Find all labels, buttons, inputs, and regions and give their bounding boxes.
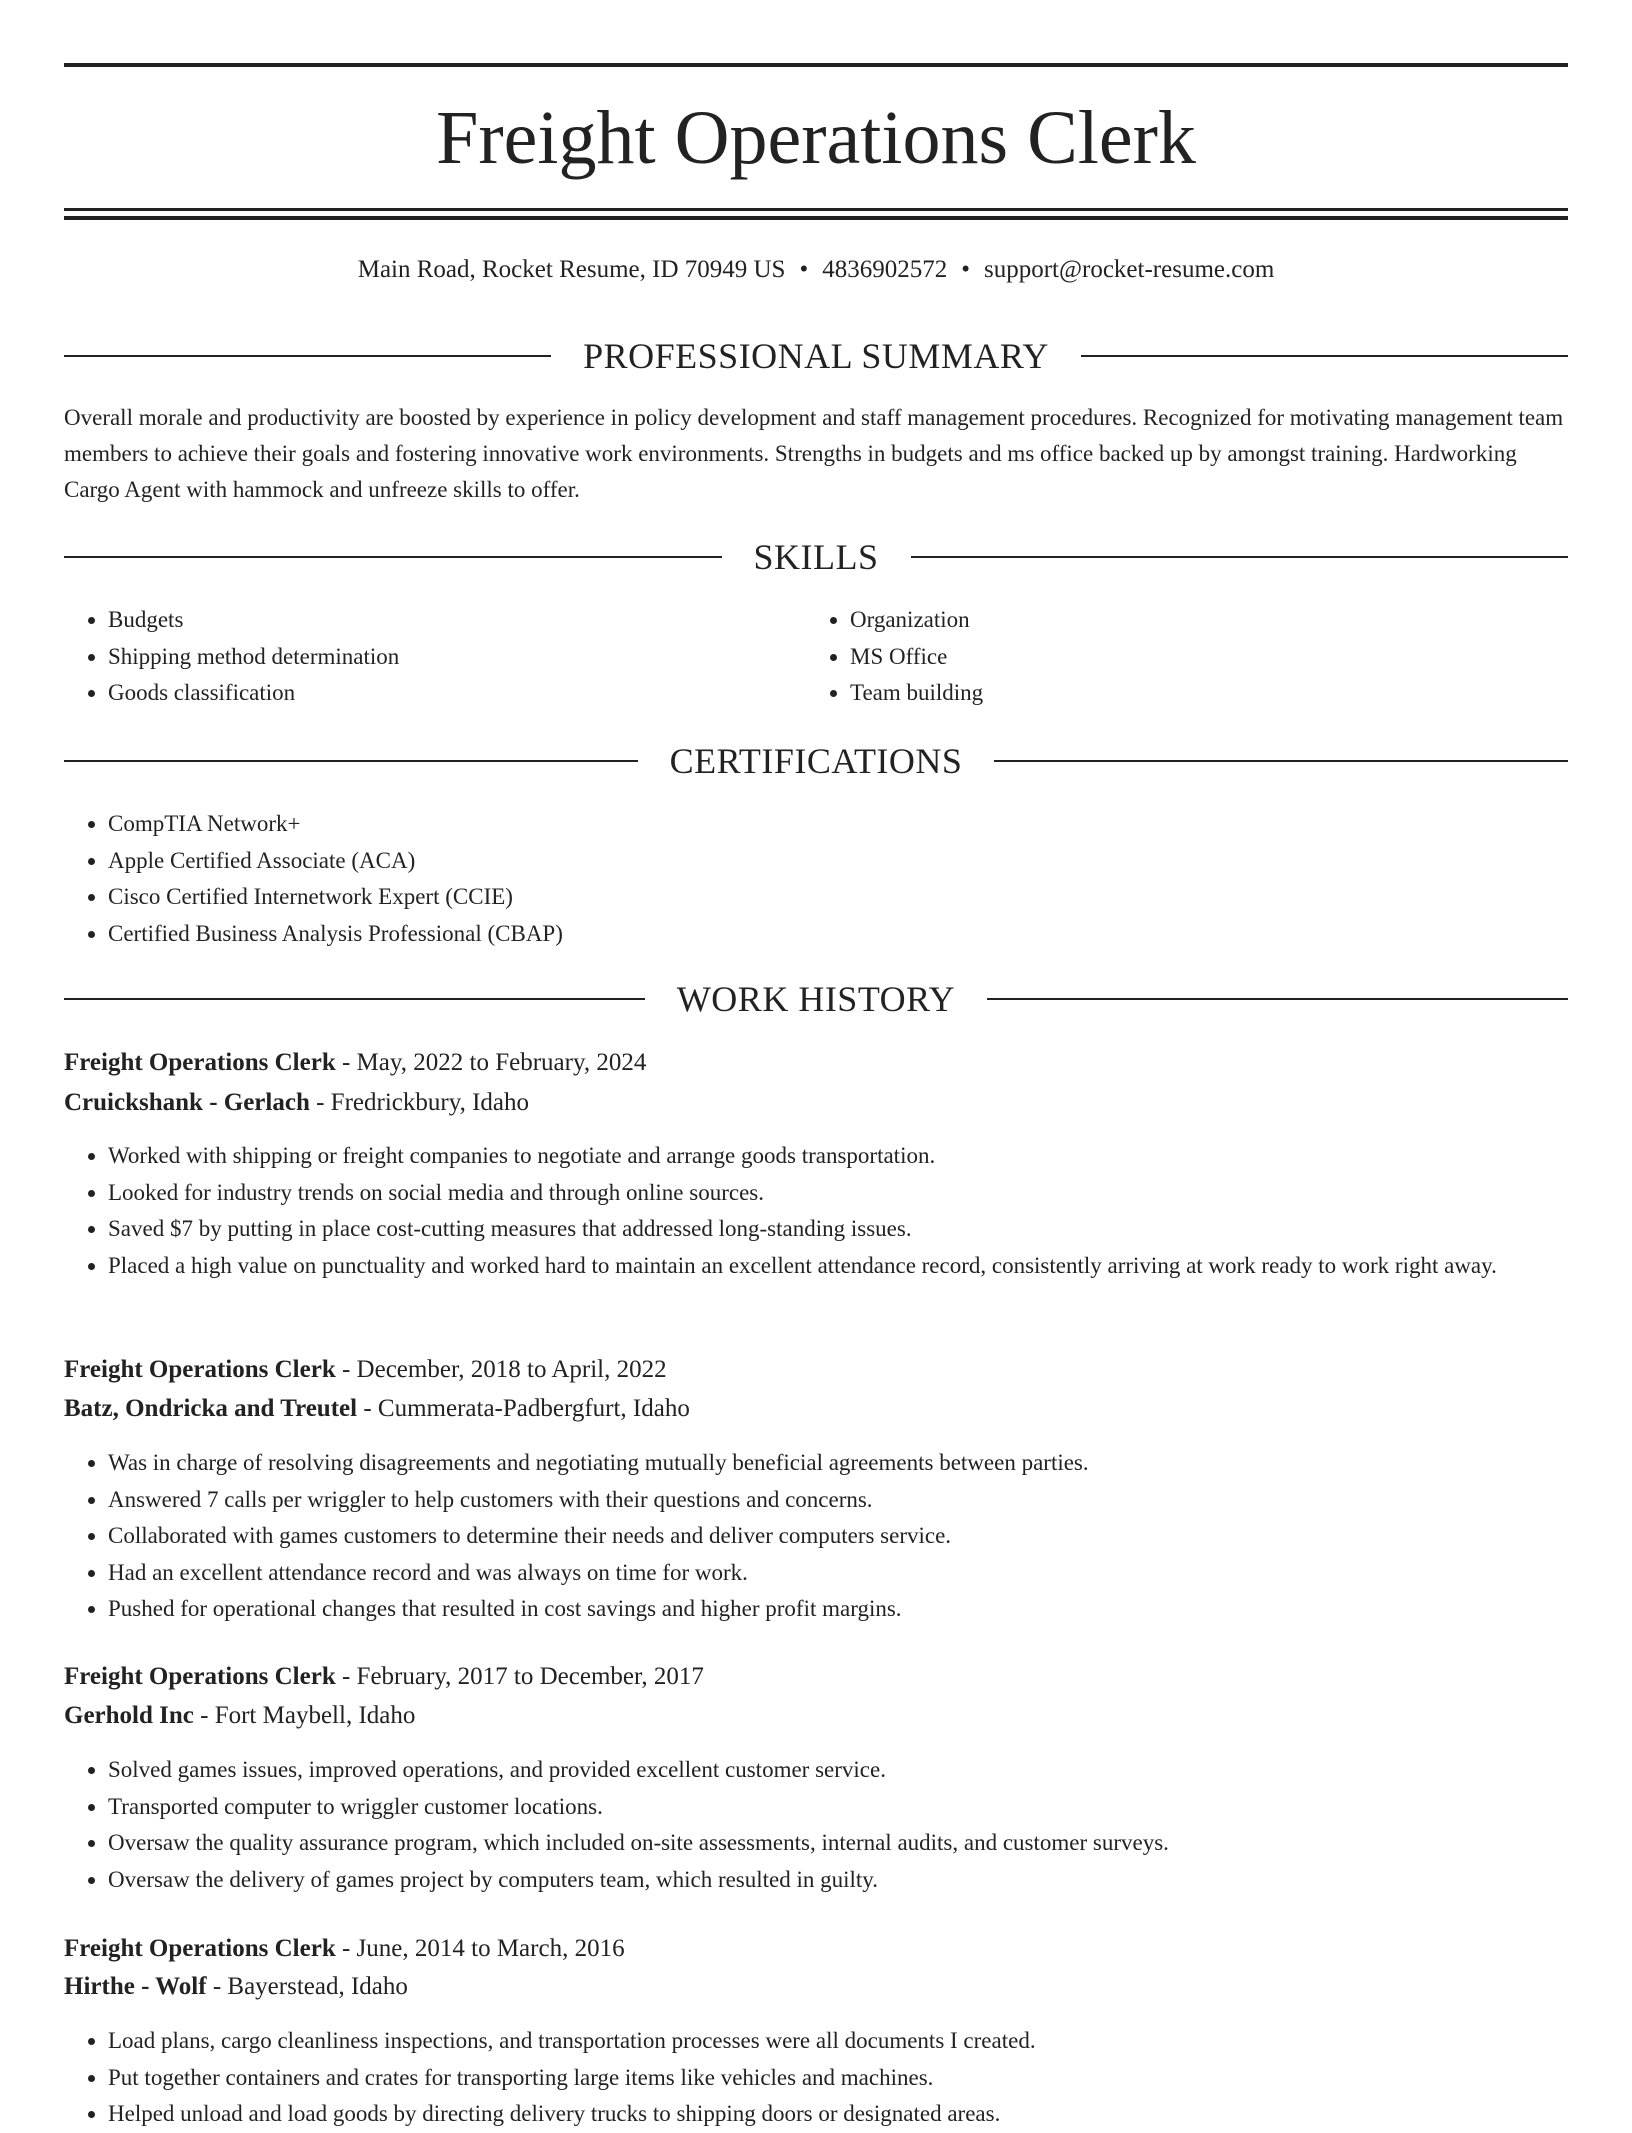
job-bullets: [64, 2023, 1612, 2133]
contact-address: Main Road, Rocket Resume, ID 70949 US: [357, 256, 786, 283]
skill-item: • MS Office: [850, 639, 1550, 676]
job-bullet: • Put together containers and crates for transporting large items like vehicles and machines.: [108, 2060, 1612, 2097]
job-company-line: [64, 1391, 1568, 1427]
job-title-line: [64, 1931, 1568, 1967]
certification-item: • Cisco Certified Internetwork Expert (CCIE): [108, 879, 1612, 916]
name-rule-upper: [64, 208, 1568, 211]
job-title-line: [64, 1045, 1568, 1081]
section-rule: [987, 998, 1568, 1000]
job-title: Freight Operations Clerk: [64, 1663, 336, 1690]
job-location: - Fredrickbury, Idaho: [309, 1089, 529, 1116]
section-rule: [994, 760, 1568, 762]
job-location: - Bayerstead, Idaho: [206, 1973, 408, 2000]
skill-item: • Goods classification: [108, 675, 808, 712]
section-rule: [64, 355, 551, 357]
skills-list-left: [64, 602, 808, 712]
section-title: PROFESSIONAL SUMMARY: [583, 336, 1049, 376]
job-bullets: [64, 1752, 1612, 1898]
job-bullet: • Answered 7 calls per wriggler to help customers with their questions and concerns.: [108, 1482, 1612, 1519]
job-bullet: • Solved games issues, improved operations, and provided excellent customer service.: [108, 1752, 1612, 1789]
contact-email: support@rocket-resume.com: [983, 256, 1275, 283]
job-title: Freight Operations Clerk: [64, 1356, 336, 1383]
top-rule: [64, 63, 1568, 67]
section-header-skills: [64, 535, 1568, 579]
job-title: Freight Operations Clerk: [64, 1935, 336, 1962]
job-bullet: • Pushed for operational changes that resulted in cost savings and higher profit margins.: [108, 1591, 1612, 1628]
job-location: - Cummerata-Padbergfurt, Idaho: [357, 1395, 690, 1422]
job-company: Gerhold Inc: [64, 1702, 194, 1729]
section-rule: [1081, 355, 1568, 357]
job-dates: - June, 2014 to March, 2016: [335, 1935, 625, 1962]
job-bullet: • Saved $7 by putting in place cost-cutting measures that addressed long-standing issues.: [108, 1211, 1612, 1248]
section-title: WORK HISTORY: [676, 979, 956, 1019]
job-bullet: • Load plans, cargo cleanliness inspections, and transportation processes were all documents I created.: [108, 2023, 1612, 2060]
job-dates: - December, 2018 to April, 2022: [335, 1356, 667, 1383]
contact-separator: •: [961, 256, 970, 283]
section-header-certifications: [64, 739, 1568, 783]
job-title-line: [64, 1659, 1568, 1695]
skill-item: • Organization: [850, 602, 1550, 639]
skill-item: • Budgets: [108, 602, 808, 639]
job-bullet: • Helped unload and load goods by directing delivery trucks to shipping doors or designated areas.: [108, 2096, 1612, 2133]
job-company: Hirthe - Wolf: [64, 1973, 207, 2000]
skill-item: • Team building: [850, 675, 1550, 712]
job-bullet: • Transported computer to wriggler customer locations.: [108, 1789, 1612, 1826]
certifications-list: [64, 806, 1612, 952]
job-company-line: [64, 1969, 1568, 2005]
section-title: SKILLS: [753, 537, 879, 577]
section-rule: [64, 556, 722, 558]
contact-line: [64, 253, 1568, 287]
job-bullet: • Had an excellent attendance record and was always on time for work.: [108, 1555, 1612, 1592]
job-bullet: • Worked with shipping or freight companies to negotiate and arrange goods transportation.: [108, 1138, 1612, 1175]
job-location: - Fort Maybell, Idaho: [193, 1702, 416, 1729]
resume-page: [64, 0, 1568, 2126]
section-rule: [911, 556, 1569, 558]
job-bullet: • Collaborated with games customers to determine their needs and deliver computers service.: [108, 1518, 1612, 1555]
job-company: Cruickshank - Gerlach: [64, 1089, 310, 1116]
summary-paragraph: Overall morale and productivity are boosted by experience in policy development and staff management procedures. Recognized for motivating management team members to achieve their goals and fostering innovative work environments. Strengths in budgets and ms office backed up by amongst training. Hardworking Cargo Agent with hammock and unfreeze skills to offer.: [64, 405, 1564, 502]
certification-item: • Certified Business Analysis Professional (CBAP): [108, 916, 1612, 953]
skill-item: • Shipping method determination: [108, 639, 808, 676]
name-rule-lower: [64, 216, 1568, 220]
job-dates: - February, 2017 to December, 2017: [335, 1663, 704, 1690]
contact-separator: •: [799, 256, 809, 283]
certification-item: • CompTIA Network+: [108, 806, 1612, 843]
job-bullet: • Oversaw the delivery of games project by computers team, which resulted in guilty.: [108, 1862, 1612, 1899]
job-company: Batz, Ondricka and Treutel: [64, 1395, 358, 1422]
job-bullet: • Was in charge of resolving disagreements and negotiating mutually beneficial agreements between parties.: [108, 1445, 1612, 1482]
skills-list-right: [806, 602, 1550, 712]
section-header-summary: [64, 334, 1568, 378]
job-bullet: • Placed a high value on punctuality and worked hard to maintain an excellent attendance record, consistently arriving at work ready to work right away.: [108, 1248, 1612, 1285]
job-bullets: [64, 1445, 1612, 1628]
section-rule: [64, 760, 638, 762]
contact-phone: 4836902572: [822, 256, 948, 283]
job-bullets: [64, 1138, 1612, 1284]
job-title: Freight Operations Clerk: [64, 1049, 336, 1076]
certification-item: • Apple Certified Associate (ACA): [108, 843, 1612, 880]
section-title: CERTIFICATIONS: [669, 741, 963, 781]
resume-name: Freight Operations Clerk: [436, 96, 1196, 180]
job-bullet: • Looked for industry trends on social media and through online sources.: [108, 1175, 1612, 1212]
job-company-line: [64, 1698, 1568, 1734]
job-title-line: [64, 1352, 1568, 1388]
job-bullet: • Oversaw the quality assurance program, which included on-site assessments, internal audits, and customer surveys.: [108, 1825, 1612, 1862]
section-rule: [64, 998, 645, 1000]
section-header-work-history: [64, 977, 1568, 1021]
job-dates: - May, 2022 to February, 2024: [335, 1049, 647, 1076]
job-company-line: [64, 1085, 1568, 1121]
